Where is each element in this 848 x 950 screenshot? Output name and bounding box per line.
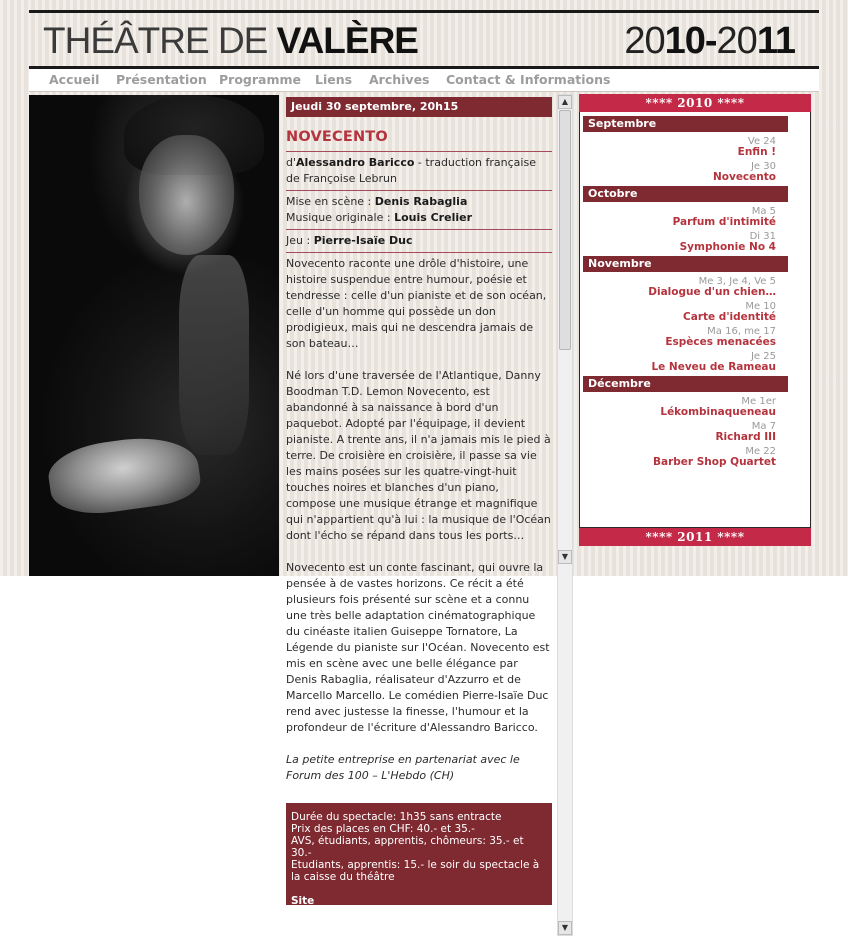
musique-name: Louis Crelier (394, 211, 472, 224)
logo-bold-text: VALÈRE (276, 20, 418, 61)
staff-credits (286, 191, 552, 229)
month-header: Octobre (583, 186, 788, 202)
jeu-label: Jeu : (286, 234, 314, 247)
season-part-2: 10- (664, 20, 717, 62)
event-title[interactable]: Parfum d'intimité (672, 216, 776, 228)
photo-shirt-shape (179, 255, 249, 455)
content-scrollbar[interactable] (557, 94, 573, 936)
photo-face-shape (139, 135, 234, 255)
show-content (286, 97, 552, 905)
calendar-event[interactable] (580, 161, 776, 183)
month-header: Septembre (583, 116, 788, 132)
event-date: Ve 24 (747, 136, 776, 147)
year-2010-header[interactable]: **** 2010 **** (579, 94, 811, 112)
year-2011-header[interactable]: **** 2011 **** (579, 528, 811, 546)
musique-label: Musique originale : (286, 211, 395, 224)
calendar-event[interactable] (580, 421, 776, 443)
scroll-down-arrow-icon[interactable]: ▼ (558, 921, 572, 935)
info-etudiants: Etudiants, apprentis: 15.- le soir du spectacle à la caisse du théâtre (291, 859, 540, 883)
jeu-credit (286, 230, 552, 252)
event-title[interactable]: Espèces menacées (665, 336, 776, 348)
calendar-event[interactable] (580, 206, 776, 228)
main-nav (29, 69, 819, 92)
description-paragraph: Novecento raconte une drôle d'histoire, une histoire suspendue entre humour, poésie et tendresse : celle d'un pianiste et de son océan, celle d'un homme qui possède un don prodigieux, mais qui ne descendra jamais de son bateau… (286, 257, 547, 350)
event-title[interactable]: Carte d'identité (683, 311, 776, 323)
logo-light-text: THÉÂTRE DE (43, 20, 277, 61)
event-date: Ma 7 (751, 421, 776, 432)
calendar-event[interactable] (580, 326, 776, 348)
event-title[interactable]: Dialogue d'un chien… (648, 286, 776, 298)
mise-label: Mise en scène : (286, 195, 375, 208)
calendar-event[interactable] (580, 351, 776, 373)
info-prix: Prix des places en CHF: 40.- et 35.- (291, 823, 475, 835)
description-paragraph: Né lors d'une traversée de l'Atlantique, Danny Boodman T.D. Lemon Novecento, est abandonné à sa naissance à bord d'un paquebot. Adopté par l'équipage, il devient pianiste. A trente ans, il n'a jamais mis le pied à terre. De croisière en croisière, il passe sa vie les mains posées sur les quatre-vingt-huit touches noires et blanches d'un piano, compose une musique étrange et magnifique qui n'appartient qu'à lui : la musique de l'Océan dont l'écho se répand dans tous les ports… (286, 369, 551, 542)
event-date: Me 1er (741, 396, 776, 407)
event-title[interactable]: Novecento (712, 171, 776, 183)
event-date: Je 30 (750, 161, 776, 172)
practical-info-box (286, 803, 552, 905)
event-date: Me 22 (745, 446, 776, 457)
site-header-container (29, 10, 819, 92)
season-part-4: 11 (756, 20, 795, 62)
show-title: NOVECENTO (286, 129, 388, 145)
musique-credit (286, 210, 552, 226)
month-header: Décembre (583, 376, 788, 392)
calendar-event[interactable] (580, 301, 776, 323)
event-title[interactable]: Richard III (715, 431, 776, 443)
season-part-3: 20 (716, 20, 757, 62)
calendar-box (579, 112, 811, 528)
calendar-event[interactable] (580, 231, 776, 253)
author-name: Alessandro Baricco (296, 156, 415, 169)
event-title[interactable]: Le Neveu de Rameau (651, 361, 776, 373)
scroll-thumb[interactable] (559, 110, 571, 350)
nav-programme[interactable]: Programme (219, 72, 301, 87)
mise-en-scene-credit (286, 194, 552, 210)
event-title[interactable]: Lékombinaqueneau (660, 406, 776, 418)
calendar-event[interactable] (580, 276, 776, 298)
event-date: Je 25 (750, 351, 776, 362)
nav-archives[interactable]: Archives (369, 72, 430, 87)
author-credit (286, 152, 552, 190)
nav-presentation[interactable]: Présentation (116, 72, 207, 87)
calendar-event[interactable] (580, 446, 776, 468)
separator (286, 252, 552, 253)
info-avs: AVS, étudiants, apprentis, chômeurs: 35.- et 30.- (291, 835, 524, 859)
site-logo[interactable] (43, 21, 418, 61)
nav-liens[interactable]: Liens (315, 72, 353, 87)
photo-hand-shape (45, 430, 203, 520)
season-label (624, 21, 795, 61)
mise-name: Denis Rabaglia (374, 195, 468, 208)
event-title[interactable]: Enfin ! (737, 146, 776, 158)
show-photo (29, 95, 279, 576)
site-link[interactable]: Site (291, 895, 315, 907)
event-title[interactable]: Symphonie No 4 (679, 241, 776, 253)
jeu-name: Pierre-Isaïe Duc (313, 234, 413, 247)
scroll-up-arrow-icon[interactable]: ▲ (558, 95, 572, 109)
event-date: Me 3, Je 4, Ve 5 (698, 276, 776, 287)
info-duree: Durée du spectacle: 1h35 sans entracte (291, 811, 502, 823)
month-header: Novembre (583, 256, 788, 272)
event-date: Me 10 (745, 301, 776, 312)
nav-contact[interactable]: Contact & Informations (446, 72, 611, 87)
season-part-1: 20 (624, 20, 665, 62)
event-date: Ma 16, me 17 (707, 326, 776, 337)
program-calendar (579, 94, 811, 546)
partner-note: La petite entreprise en partenariat avec le Forum des 100 – L'Hebdo (CH) (286, 753, 520, 782)
event-date: Di 31 (749, 231, 776, 242)
author-suffix: - traduction française de Françoise Lebrun (286, 156, 536, 185)
site-header (29, 13, 819, 66)
event-date: Ma 5 (751, 206, 776, 217)
author-prefix: d' (286, 156, 297, 169)
description-paragraph: Novecento est un conte fascinant, qui ouvre la pensée à de vastes horizons. Ce récit a été plusieurs fois présenté sur scène et a connu une très belle adaptation cinématographique du cinéaste italien Guiseppe Tornatore, La Légende du pianiste sur l'Océan. Novecento est mis en scène avec une belle élégance par Denis Rabaglia, réalisateur d'Azzurro et de Marcello Marcello. Le comédien Pierre-Isaïe Duc rend avec justesse la finesse, l'humour et la profondeur de l'écriture d'Alessandro Baricco. (286, 561, 550, 734)
scroll-down-arrow-icon[interactable]: ▼ (558, 550, 572, 564)
show-date: Jeudi 30 septembre, 20h15 (286, 97, 552, 117)
calendar-event[interactable] (580, 396, 776, 418)
calendar-event[interactable] (580, 136, 776, 158)
nav-accueil[interactable]: Accueil (49, 72, 100, 87)
event-title[interactable]: Barber Shop Quartet (653, 456, 776, 468)
